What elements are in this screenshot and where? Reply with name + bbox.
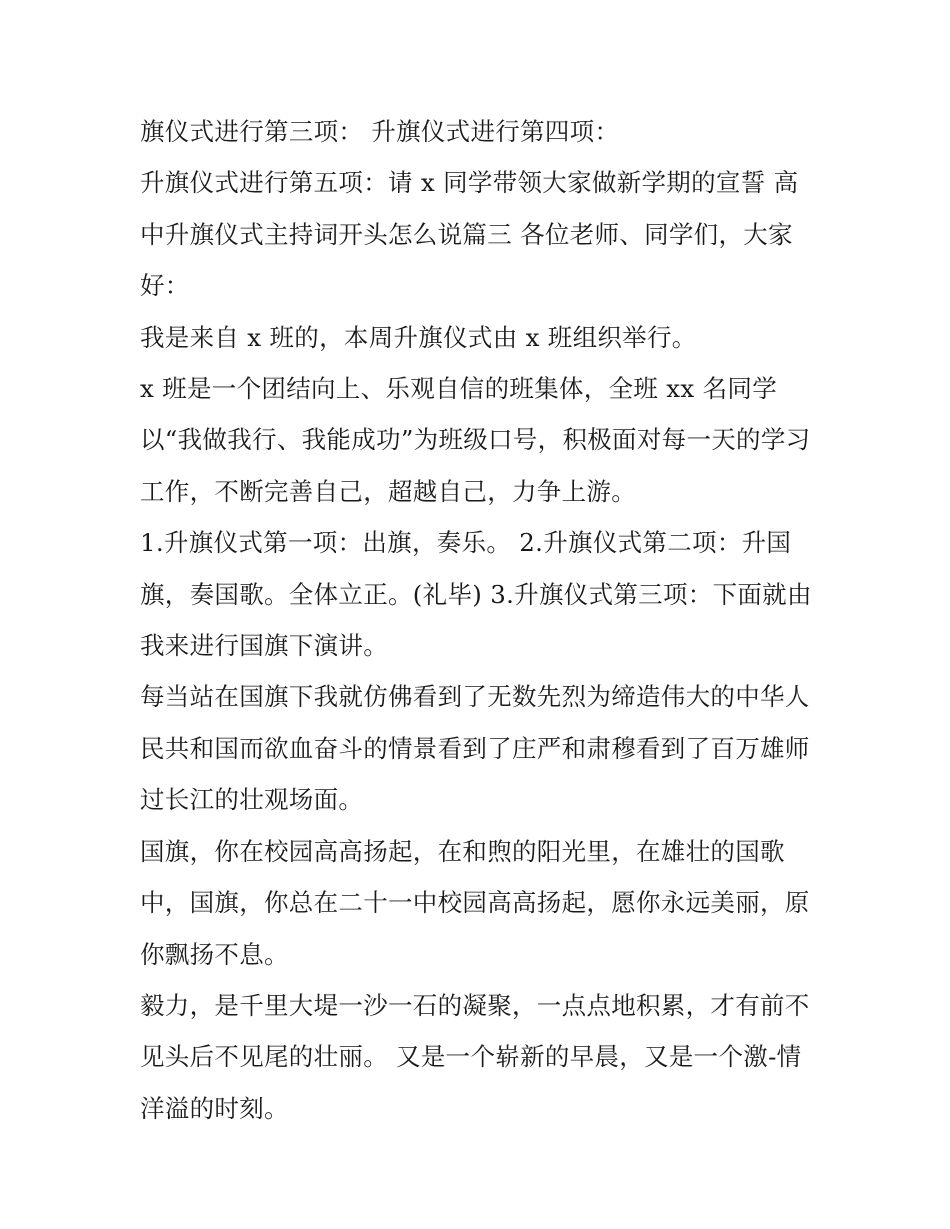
text-line: 升旗仪式进行第五项：请 x 同学带领大家做新学期的宣誓 高 bbox=[140, 168, 799, 198]
text-line: 我是来自 x 班的，本周升旗仪式由 x 班组织举行。 bbox=[140, 322, 697, 352]
text-line: 民共和国而欲血奋斗的情景看到了庄严和肃穆看到了百万雄师 bbox=[140, 733, 810, 763]
text-line: 你飘扬不息。 bbox=[140, 939, 289, 969]
text-line: 国旗，你在校园高高扬起，在和煦的阳光里，在雄壮的国歌 bbox=[140, 836, 785, 866]
text-line: 每当站在国旗下我就仿佛看到了无数先烈为缔造伟大的中华人 bbox=[140, 682, 810, 712]
text-line: 我来进行国旗下演讲。 bbox=[140, 631, 388, 661]
text-line: 1.升旗仪式第一项：出旗，奏乐。 2.升旗仪式第二项：升国 bbox=[140, 528, 792, 558]
text-line: x 班是一个团结向上、乐观自信的班集体，全班 xx 名同学 bbox=[140, 374, 778, 404]
text-line: 旗仪式进行第三项： 升旗仪式进行第四项： bbox=[140, 117, 620, 146]
text-line: 过长江的壮观场面。 bbox=[140, 785, 364, 815]
text-line: 中，国旗，你总在二十一中校园高高扬起，愿你永远美丽，原 bbox=[140, 888, 810, 918]
text-line: 见头后不见尾的壮丽。 又是一个崭新的早晨，又是一个激-情 bbox=[140, 1042, 802, 1072]
text-line: 以“我做我行、我能成功”为班级口号，积极面对每一天的学习 bbox=[140, 425, 811, 455]
text-line: 旗，奏国歌。全体立正。(礼毕) 3.升旗仪式第三项：下面就由 bbox=[140, 579, 812, 609]
text-line: 工作，不断完善自己，超越自己，力争上游。 bbox=[140, 476, 636, 506]
text-line: 好： bbox=[140, 271, 190, 301]
text-line: 中升旗仪式主持词开头怎么说篇三 各位老师、同学们，大家 bbox=[140, 219, 793, 249]
document-body bbox=[140, 106, 820, 1134]
text-line: 洋溢的时刻。 bbox=[140, 1093, 289, 1123]
text-line: 毅力，是千里大堤一沙一石的凝聚，一点点地积累，才有前不 bbox=[140, 990, 810, 1020]
